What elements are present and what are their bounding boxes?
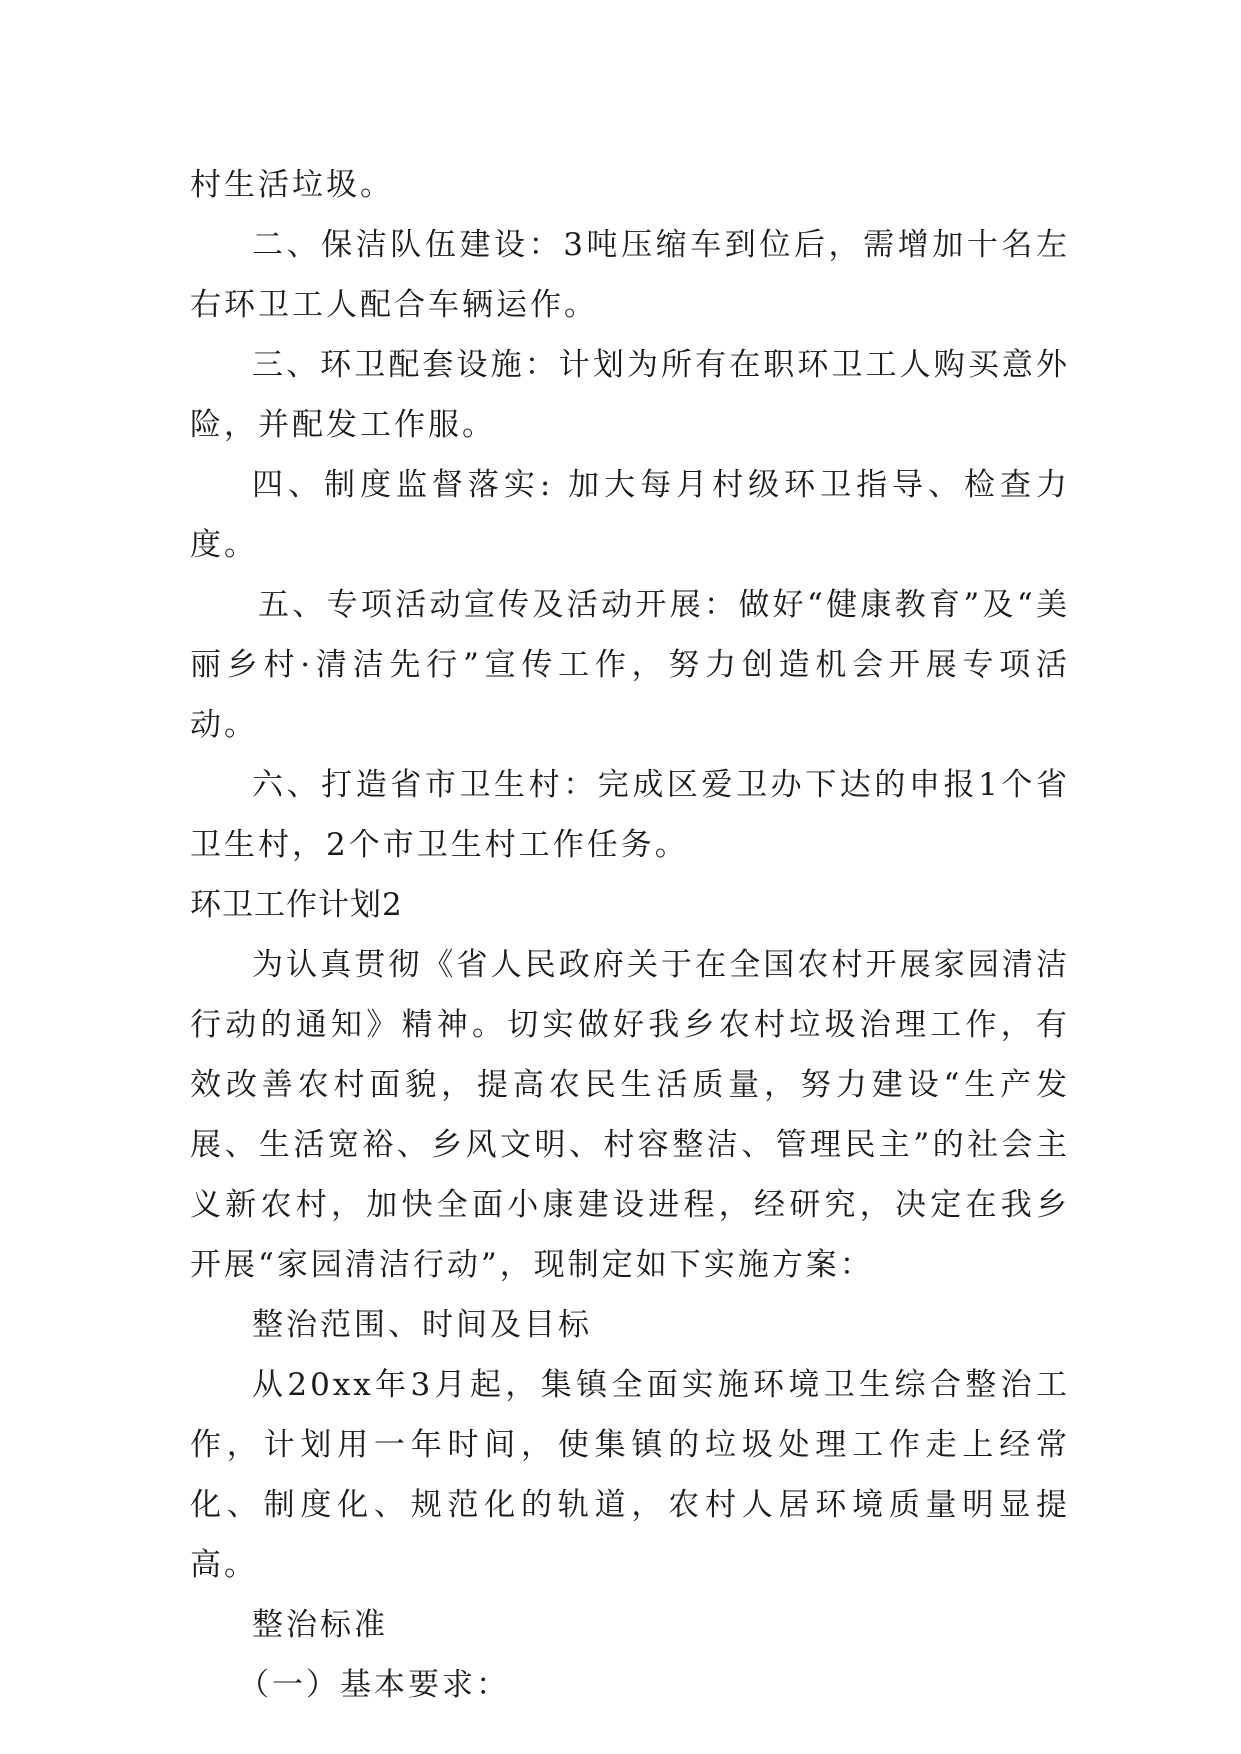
paragraph-intro: 为认真贯彻《省人民政府关于在全国农村开展家园清洁行动的通知》精神。切实做好我乡农村垃圾治理工作，有效改善农村面貌，提高农民生活质量，努力建设“生产发展、生活宽裕、乡风文明、村容整洁、管理民主”的社会主义新农村，加快全面小康建设进程，经研究，决定在我乡开展“家园清洁行动”，现制定如下实施方案： xyxy=(190,947,1070,1283)
paragraph-facilities: 三、环卫配套设施：计划为所有在职环卫工人购买意外险，并配发工作服。 xyxy=(190,347,1070,443)
paragraph-cleaning-team: 二、保洁队伍建设：3吨压缩车到位后，需增加十名左右环卫工人配合车辆运作。 xyxy=(190,227,1070,323)
paragraph-sanitary-village: 六、打造省市卫生村：完成区爱卫办下达的申报1个省卫生村，2个市卫生村工作任务。 xyxy=(190,767,1070,863)
paragraph-continuation: 村生活垃圾。 xyxy=(190,167,394,203)
paragraph-campaign: 五、专项活动宣传及活动开展：做好“健康教育”及“美丽乡村·清洁先行”宣传工作，努力创造机会开展专项活动。 xyxy=(190,587,1070,743)
document-body xyxy=(190,155,1070,1715)
paragraph-supervision: 四、制度监督落实: 加大每月村级环卫指导、检查力度。 xyxy=(190,467,1070,563)
subheading-basic-requirements: （一）基本要求： xyxy=(238,1667,510,1703)
section-title: 环卫工作计划2 xyxy=(190,887,403,923)
subheading-scope: 整治范围、时间及目标 xyxy=(252,1307,592,1343)
subheading-standards: 整治标准 xyxy=(252,1607,388,1643)
paragraph-scope: 从20xx年3月起，集镇全面实施环境卫生综合整治工作，计划用一年时间，使集镇的垃圾处理工作走上经常化、制度化、规范化的轨道，农村人居环境质量明显提高。 xyxy=(190,1367,1070,1583)
